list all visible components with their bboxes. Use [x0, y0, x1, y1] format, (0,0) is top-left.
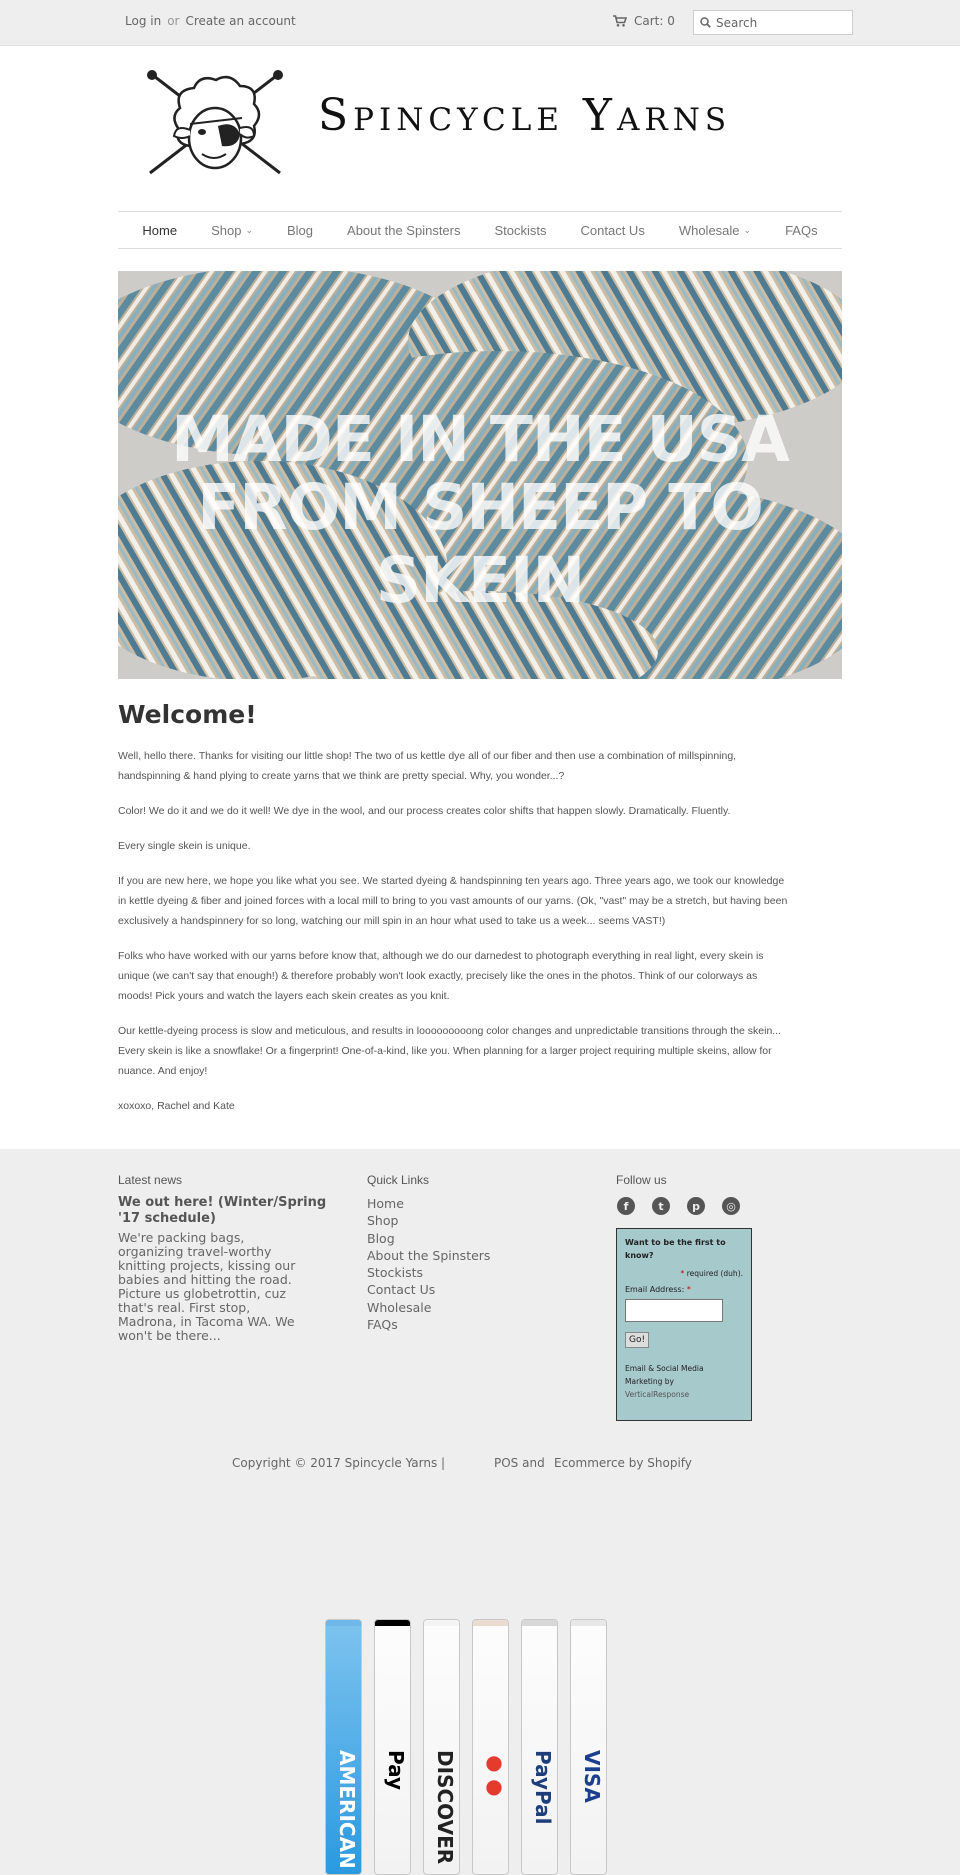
- nav-item-wholesale[interactable]: [662, 223, 768, 238]
- quick-link-contact-us[interactable]: Contact Us: [367, 1282, 436, 1298]
- cart-icon: [613, 15, 627, 27]
- welcome-paragraph: If you are new here, we hope you like what you see. We started dyeing & handspinning ten years ago. Three years ago, we took our knowledge in kettle dyeing & fiber and joined forces with a local mill to bring to you vast amounts of our yarns. (Ok, "vast" may be a stretch, but having been exclusively a handspinnery for so long, watching our mill spin in an hour what used to take us a week... seems VAST!): [118, 875, 788, 927]
- quick-links-title: Quick Links: [367, 1173, 430, 1187]
- master-card-icon: [472, 1619, 509, 1875]
- nav-item-faqs[interactable]: [768, 223, 835, 238]
- pinterest-icon[interactable]: p: [687, 1197, 705, 1215]
- nav-item-contact-us[interactable]: [564, 223, 662, 238]
- search-box: [693, 10, 853, 35]
- latest-news-title: Latest news: [118, 1173, 183, 1187]
- signup-footer: [625, 1362, 743, 1401]
- ecommerce-link[interactable]: Ecommerce by Shopify: [554, 1456, 692, 1470]
- search-input[interactable]: [716, 16, 846, 30]
- quick-link-shop[interactable]: Shop: [367, 1213, 399, 1229]
- welcome-paragraph: Every single skein is unique.: [118, 840, 251, 852]
- nav-item-label: FAQs: [785, 222, 818, 238]
- signup-footer-text: Email & Social Media Marketing by: [625, 1364, 704, 1386]
- required-text: required (duh).: [686, 1269, 743, 1278]
- payment-icons: [325, 1619, 607, 1875]
- welcome-paragraph: Well, hello there. Thanks for visiting our little shop! The two of us kettle dye all of our fiber and then use a combination of millspinning, handspinning & hand plying to create yarns that we think are pretty special. Why, you wonder...?: [118, 750, 737, 782]
- nav-item-home[interactable]: [125, 223, 194, 238]
- email-label: Email Address: *: [625, 1285, 691, 1294]
- footer: [0, 1149, 960, 1875]
- welcome-paragraph: Our kettle-dyeing process is slow and meticulous, and results in looooooooong color changes and unpredictable transitions through the skein... Every skein is like a snowflake! Or a fingerprint! One-of-a-kind, like you. When planning for a larger project requiring multiple skeins, allow for nuance. And enjoy!: [118, 1025, 782, 1077]
- pos-link[interactable]: POS and: [494, 1456, 545, 1470]
- nav-item-shop[interactable]: [194, 223, 270, 238]
- or-text: or: [167, 14, 180, 28]
- card-mark: ●●: [482, 1750, 506, 1798]
- card-mark: VISA: [580, 1750, 604, 1803]
- required-note: * required (duh).: [680, 1269, 743, 1278]
- follow-us-title: Follow us: [616, 1173, 667, 1187]
- quick-link-home[interactable]: Home: [367, 1196, 404, 1211]
- nav-item-label: Stockists: [494, 222, 547, 238]
- login-link[interactable]: Log in: [125, 14, 162, 28]
- copyright-text: Copyright © 2017 Spincycle Yarns |: [232, 1456, 446, 1470]
- social-links: [617, 1197, 740, 1215]
- news-headline-link[interactable]: We out here! (Winter/Spring '17 schedule): [118, 1195, 327, 1226]
- quick-link-blog[interactable]: Blog: [367, 1230, 395, 1246]
- sheep-logo-icon: [140, 68, 290, 184]
- card-mark: DISCOVER: [433, 1750, 457, 1865]
- main-nav: [118, 211, 842, 249]
- cart-link[interactable]: [613, 14, 675, 28]
- nav-item-label: Contact Us: [580, 222, 645, 238]
- signup-title: Want to be the first to know?: [625, 1238, 726, 1260]
- facebook-icon[interactable]: f: [617, 1197, 635, 1215]
- quick-link-wholesale[interactable]: Wholesale: [367, 1299, 432, 1315]
- welcome-paragraph: Color! We do it and we do it well! We dye in the wool, and our process creates color shifts that happen slowly. Dramatically. Fluently.: [118, 805, 731, 817]
- quick-link-stockists[interactable]: Stockists: [367, 1265, 423, 1281]
- american-express-icon: [325, 1619, 362, 1875]
- hero-banner: [118, 271, 842, 679]
- site-logo[interactable]: [140, 68, 760, 184]
- welcome-paragraph: xoxoxo, Rachel and Kate: [118, 1100, 235, 1112]
- account-links: [125, 14, 296, 28]
- apple-pay-icon: [374, 1619, 411, 1875]
- nav-item-blog[interactable]: [270, 223, 330, 238]
- nav-item-label: Blog: [287, 222, 314, 238]
- quick-links: [367, 1195, 490, 1333]
- card-mark: AMERICAN: [335, 1750, 359, 1869]
- create-account-link[interactable]: Create an account: [185, 14, 296, 28]
- top-bar: [0, 0, 960, 46]
- nav-item-about-the-spinsters[interactable]: [330, 223, 477, 238]
- paypal-icon: [521, 1619, 558, 1875]
- verticalresponse-link[interactable]: VerticalResponse: [625, 1390, 690, 1399]
- quick-link-about-the-spinsters[interactable]: About the Spinsters: [367, 1247, 491, 1263]
- nav-item-label: About the Spinsters: [347, 222, 461, 238]
- brand-name: Spincycle Yarns: [318, 90, 732, 141]
- hero-headline-1: MADE IN THE USA: [171, 403, 789, 476]
- nav-item-label: Home: [142, 222, 178, 238]
- visa-icon: [570, 1619, 607, 1875]
- email-label-text: Email Address:: [625, 1285, 685, 1294]
- nav-item-stockists[interactable]: [478, 223, 564, 238]
- nav-item-label: Wholesale: [678, 222, 740, 238]
- card-mark: PayPal: [531, 1750, 555, 1825]
- card-mark: Pay: [384, 1750, 408, 1791]
- chevron-down-icon: ⌄: [743, 224, 752, 235]
- hero-headline-2: FROM SHEEP TO SKEIN: [197, 471, 763, 617]
- nav-item-label: Shop: [211, 222, 242, 238]
- page-title: Welcome!: [118, 700, 257, 729]
- go-button[interactable]: Go!: [625, 1332, 649, 1348]
- email-field[interactable]: [625, 1299, 723, 1322]
- cart-count: Cart: 0: [634, 14, 675, 28]
- chevron-down-icon: ⌄: [245, 224, 253, 235]
- quick-link-faqs[interactable]: FAQs: [367, 1317, 398, 1333]
- twitter-icon[interactable]: t: [652, 1197, 670, 1215]
- discover-icon: [423, 1619, 460, 1875]
- welcome-paragraph: Folks who have worked with our yarns before know that, although we do our darnedest to photograph everything in real light, every skein is unique (we can't say that enough!) & therefore probably won't look exactly, precisely like the ones in the photos. Think of our colorways as moods! Pick yours and watch the layers each skein creates as you knit.: [118, 950, 764, 1002]
- search-icon[interactable]: [700, 13, 711, 32]
- welcome-text: [118, 746, 788, 1131]
- instagram-icon[interactable]: ◎: [722, 1197, 740, 1215]
- news-excerpt: We're packing bags, organizing travel-worthy knitting projects, kissing our babies and hitting the road. Picture us globetrottin, cuz that's real. First stop, Madrona, in Tacoma WA. We won't be there...: [118, 1230, 296, 1343]
- newsletter-signup: [616, 1228, 752, 1421]
